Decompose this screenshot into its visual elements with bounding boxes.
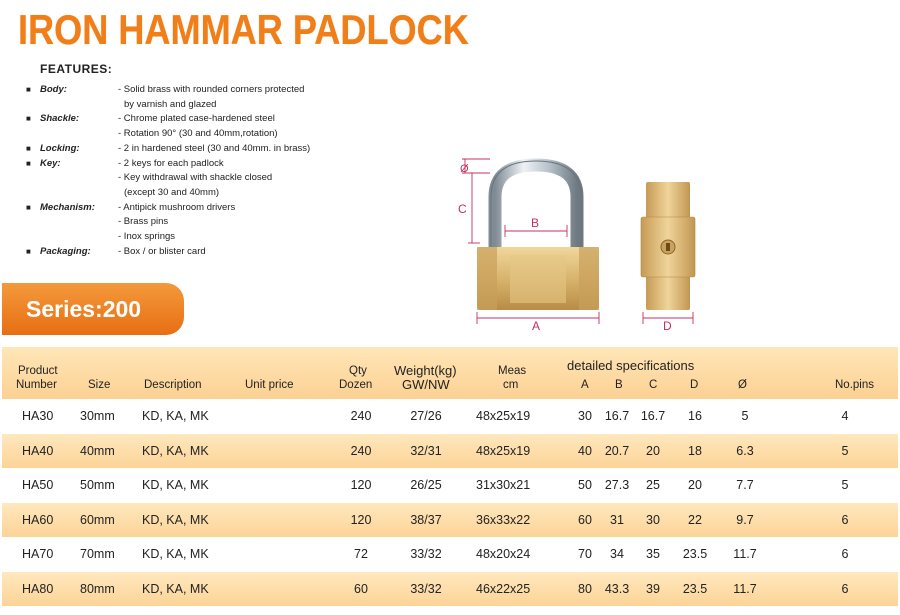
header-d: D <box>690 379 699 391</box>
cell-pins: 6 <box>841 512 849 527</box>
cell-size: 60mm <box>80 512 115 527</box>
cell-desc: KD, KA, MK <box>142 512 209 527</box>
cell-weight: 32/31 <box>410 443 442 458</box>
cell-meas: 48x20x24 <box>476 547 531 561</box>
cell-number: HA50 <box>22 478 54 492</box>
cell-desc: KD, KA, MK <box>142 581 209 596</box>
cell-a: 60 <box>578 512 592 527</box>
bullet-icon: ■ <box>26 143 31 153</box>
feature-label: Key: <box>40 157 61 169</box>
cell-weight: 26/25 <box>410 478 442 492</box>
cell-d: 16 <box>688 409 702 423</box>
cell-number: HA40 <box>22 443 54 458</box>
cell-pins: 6 <box>841 581 849 596</box>
padlock-diagram <box>450 155 710 335</box>
cell-c: 16.7 <box>640 409 666 423</box>
feature-value: (except 30 and 40mm) <box>124 186 220 198</box>
cell-phi: 7.7 <box>736 478 754 492</box>
cell-d: 22 <box>688 512 702 527</box>
cell-weight: 33/32 <box>410 581 442 596</box>
cell-meas: 36x33x22 <box>476 512 531 527</box>
feature-value: - 2 keys for each padlock <box>118 157 224 169</box>
cell-qty: 120 <box>350 512 372 527</box>
header-description: Description <box>144 379 202 391</box>
cell-qty: 120 <box>350 478 372 492</box>
cell-desc: KD, KA, MK <box>142 478 209 492</box>
feature-value: - Antipick mushroom drivers <box>118 201 236 213</box>
header-detailed-specs: detailed specifications <box>567 358 695 373</box>
cell-c: 20 <box>646 443 660 458</box>
series-label: Series:200 <box>26 295 142 322</box>
cell-b: 20.7 <box>604 443 630 458</box>
header-size: Size <box>88 379 111 391</box>
padlock-side <box>641 182 695 310</box>
feature-value: - Key withdrawal with shackle closed <box>118 172 273 184</box>
header-phi: Ø <box>738 379 747 391</box>
page-title: IRON HAMMAR PADLOCK <box>18 6 469 53</box>
bullet-icon: ■ <box>26 158 31 168</box>
feature-label: Packaging: <box>40 245 91 257</box>
padlock-front <box>477 161 599 310</box>
cell-d: 23.5 <box>682 581 708 596</box>
cell-d: 23.5 <box>682 547 708 561</box>
cell-c: 30 <box>646 512 660 527</box>
cell-b: 34 <box>610 547 624 561</box>
feature-label: Shackle: <box>40 113 80 125</box>
cell-meas: 48x25x19 <box>476 443 531 458</box>
cell-weight: 27/26 <box>410 409 442 423</box>
cell-meas: 46x22x25 <box>476 581 531 596</box>
cell-desc: KD, KA, MK <box>142 547 209 561</box>
header-c: C <box>649 379 658 391</box>
header-meas: Meas <box>498 365 527 377</box>
cell-b: 43.3 <box>604 581 630 596</box>
cell-b: 27.3 <box>604 478 630 492</box>
bullet-icon: ■ <box>26 202 31 212</box>
cell-a: 80 <box>578 581 592 596</box>
dim-label-a: A <box>532 319 541 333</box>
header-product: Product <box>18 365 58 377</box>
cell-number: HA70 <box>22 547 54 561</box>
cell-a: 40 <box>578 443 592 458</box>
cell-d: 20 <box>688 478 702 492</box>
header-b: B <box>615 379 623 391</box>
cell-meas: 48x25x19 <box>476 409 531 423</box>
feature-label: Locking: <box>40 142 80 154</box>
header-a: A <box>581 379 589 391</box>
feature-label: Mechanism: <box>40 201 95 213</box>
dim-label-b: B <box>531 216 540 230</box>
header-gwnw: GW/NW <box>402 377 450 392</box>
cell-phi: 5 <box>741 409 749 423</box>
cell-d: 18 <box>688 443 702 458</box>
cell-size: 30mm <box>80 409 115 423</box>
dim-label-phi: Ø <box>460 163 469 175</box>
cell-qty: 60 <box>354 581 368 596</box>
cell-desc: KD, KA, MK <box>142 409 209 423</box>
features-heading: FEATURES: <box>40 62 113 76</box>
feature-value: - Solid brass with rounded corners protected <box>118 84 305 95</box>
cell-a: 30 <box>578 409 592 423</box>
feature-value: - Rotation 90° (30 and 40mm,rotation) <box>118 128 278 140</box>
series-badge <box>2 283 184 335</box>
cell-number: HA60 <box>22 512 54 527</box>
header-dozen: Dozen <box>339 379 373 391</box>
cell-b: 31 <box>610 512 624 527</box>
cell-phi: 11.7 <box>733 547 757 561</box>
feature-value: - Brass pins <box>118 216 169 228</box>
cell-a: 70 <box>578 547 592 561</box>
cell-qty: 72 <box>354 547 368 561</box>
cell-c: 35 <box>646 547 660 561</box>
feature-value: - Box / or blister card <box>118 245 206 257</box>
feature-value: - Chrome plated case-hardened steel <box>118 113 275 125</box>
bullet-icon: ■ <box>26 246 31 256</box>
header-qty: Qty <box>349 365 367 377</box>
cell-weight: 33/32 <box>410 547 442 561</box>
cell-c: 25 <box>646 478 660 492</box>
cell-pins: 4 <box>841 409 849 423</box>
cell-size: 70mm <box>80 547 115 561</box>
cell-b: 16.7 <box>604 409 630 423</box>
spec-table <box>2 347 898 609</box>
cell-phi: 11.7 <box>733 581 757 596</box>
cell-number: HA30 <box>22 409 54 423</box>
header-weight: Weight(kg) <box>394 363 457 378</box>
feature-value: - 2 in hardened steel (30 and 40mm. in brass) <box>118 142 311 154</box>
feature-value: by varnish and glazed <box>124 98 217 110</box>
cell-phi: 9.7 <box>736 512 754 527</box>
header-unit-price: Unit price <box>245 379 294 391</box>
cell-desc: KD, KA, MK <box>142 443 209 458</box>
cell-weight: 38/37 <box>410 512 442 527</box>
cell-meas: 31x30x21 <box>476 478 531 492</box>
feature-label: Body: <box>40 84 67 95</box>
cell-a: 50 <box>578 478 592 492</box>
cell-number: HA80 <box>22 581 54 596</box>
header-number: Number <box>16 379 57 391</box>
cell-pins: 5 <box>841 478 849 492</box>
cell-qty: 240 <box>350 443 372 458</box>
header-cm: cm <box>503 379 519 391</box>
cell-size: 80mm <box>80 581 115 596</box>
cell-c: 39 <box>646 581 660 596</box>
header-no-pins: No.pins <box>835 379 874 391</box>
dim-label-c: C <box>458 202 467 216</box>
dim-label-d: D <box>663 319 672 333</box>
cell-qty: 240 <box>350 409 372 423</box>
cell-pins: 5 <box>841 443 849 458</box>
bullet-icon: ■ <box>26 85 31 94</box>
bullet-icon: ■ <box>26 114 31 124</box>
cell-size: 40mm <box>80 443 115 458</box>
feature-value: - Inox springs <box>118 230 176 242</box>
cell-size: 50mm <box>80 478 115 492</box>
cell-phi: 6.3 <box>736 443 754 458</box>
cell-pins: 6 <box>841 547 849 561</box>
